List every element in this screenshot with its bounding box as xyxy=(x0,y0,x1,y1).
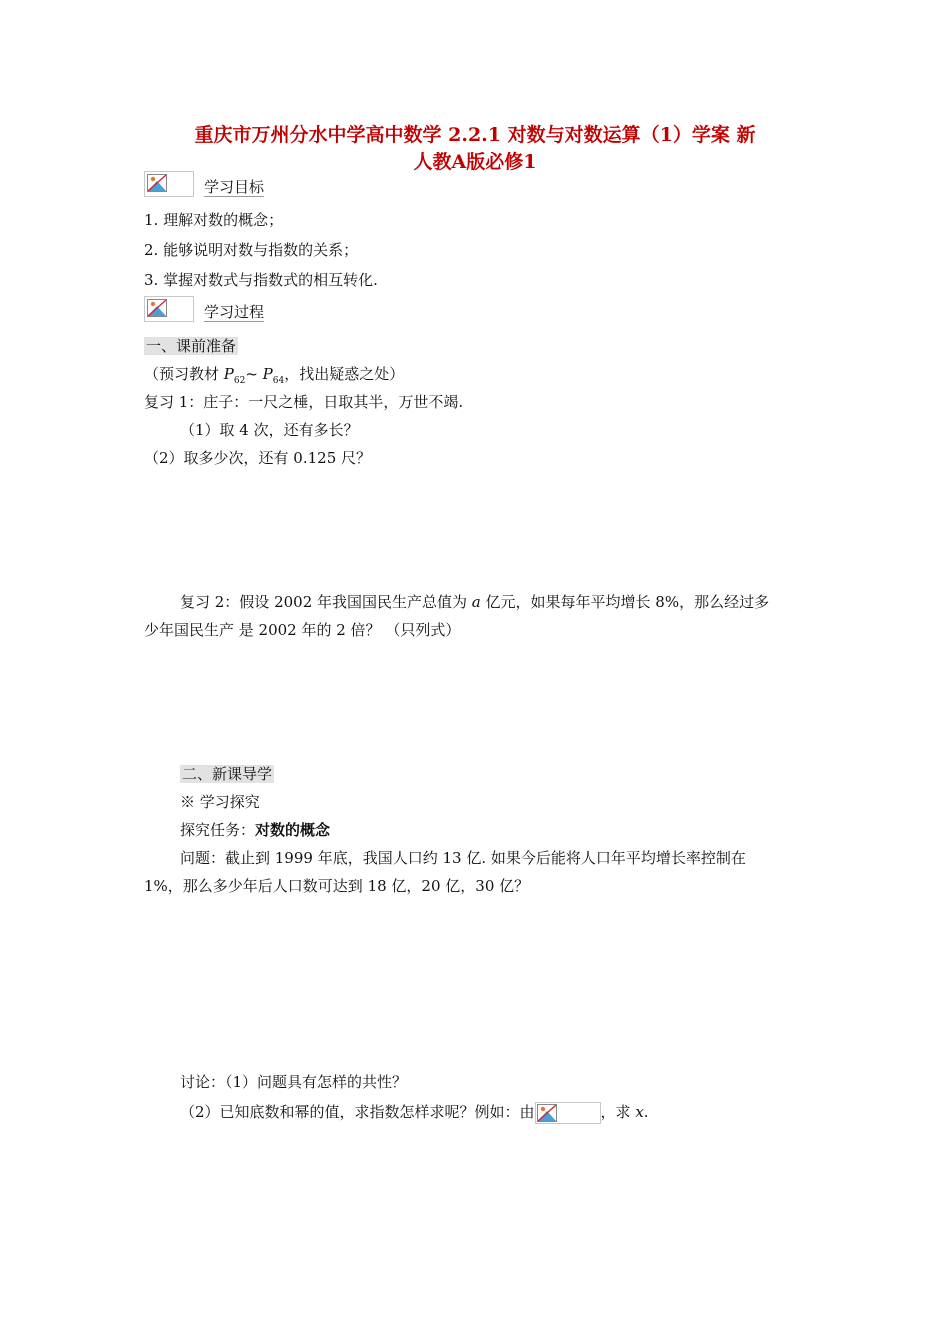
part2-heading: 二、新课导学 xyxy=(182,765,273,783)
broken-image-icon xyxy=(144,296,194,322)
explore-task: 探究任务：对数的概念 xyxy=(180,821,331,839)
review-1: 复习 1：庄子：一尺之棰，日取其半，万世不竭. xyxy=(144,393,464,411)
part1-heading: 一、课前准备 xyxy=(146,337,237,355)
document-title xyxy=(120,122,830,176)
goal-item: 2. 能够说明对数与指数的关系； xyxy=(144,241,359,259)
broken-image-icon xyxy=(144,171,194,197)
problem-line-2: 1%，那么多少年后人口数可达到 18 亿，20 亿，30 亿？ xyxy=(144,877,530,895)
section-header-goals xyxy=(144,171,264,197)
review-2-line-1: 复习 2：假设 2002 年我国国民生产总值为 a 亿元，如果每年平均增长 8%，那么经过多 xyxy=(180,593,770,611)
title-line-2: 人教A版必修1 xyxy=(413,151,537,173)
preview-instruction: （预习教材 $P_{62}\sim$ $P_{64}$，找出疑惑之处） xyxy=(144,365,405,386)
discussion-2: （2）已知底数和幂的值，求指数怎样求呢？例如：由 ，求 x. xyxy=(180,1100,649,1124)
title-line-1: 重庆市万州分水中学高中数学 2.2.1 对数与对数运算（1）学案 新 xyxy=(194,124,756,146)
section-label-process: 学习过程 xyxy=(204,303,265,321)
review-1-question-2: （2）取多少次，还有 0.125 尺？ xyxy=(144,449,372,467)
goal-item: 3. 掌握对数式与指数式的相互转化. xyxy=(144,271,378,289)
section-header-process xyxy=(144,296,264,322)
review-1-question-1: （1）取 4 次，还有多长？ xyxy=(180,421,359,439)
goal-item: 1. 理解对数的概念； xyxy=(144,211,284,229)
equation-image-placeholder xyxy=(535,1102,601,1124)
section-label-goals: 学习目标 xyxy=(204,178,265,196)
review-2-line-2: 少年国民生产 是 2002 年的 2 倍？ （只列式） xyxy=(144,621,461,639)
explore-heading: ※ 学习探究 xyxy=(180,793,260,811)
problem-line-1: 问题：截止到 1999 年底，我国人口约 13 亿. 如果今后能将人口年平均增长率控制在 xyxy=(180,849,746,867)
discussion-1: 讨论：（1）问题具有怎样的共性？ xyxy=(180,1073,408,1091)
